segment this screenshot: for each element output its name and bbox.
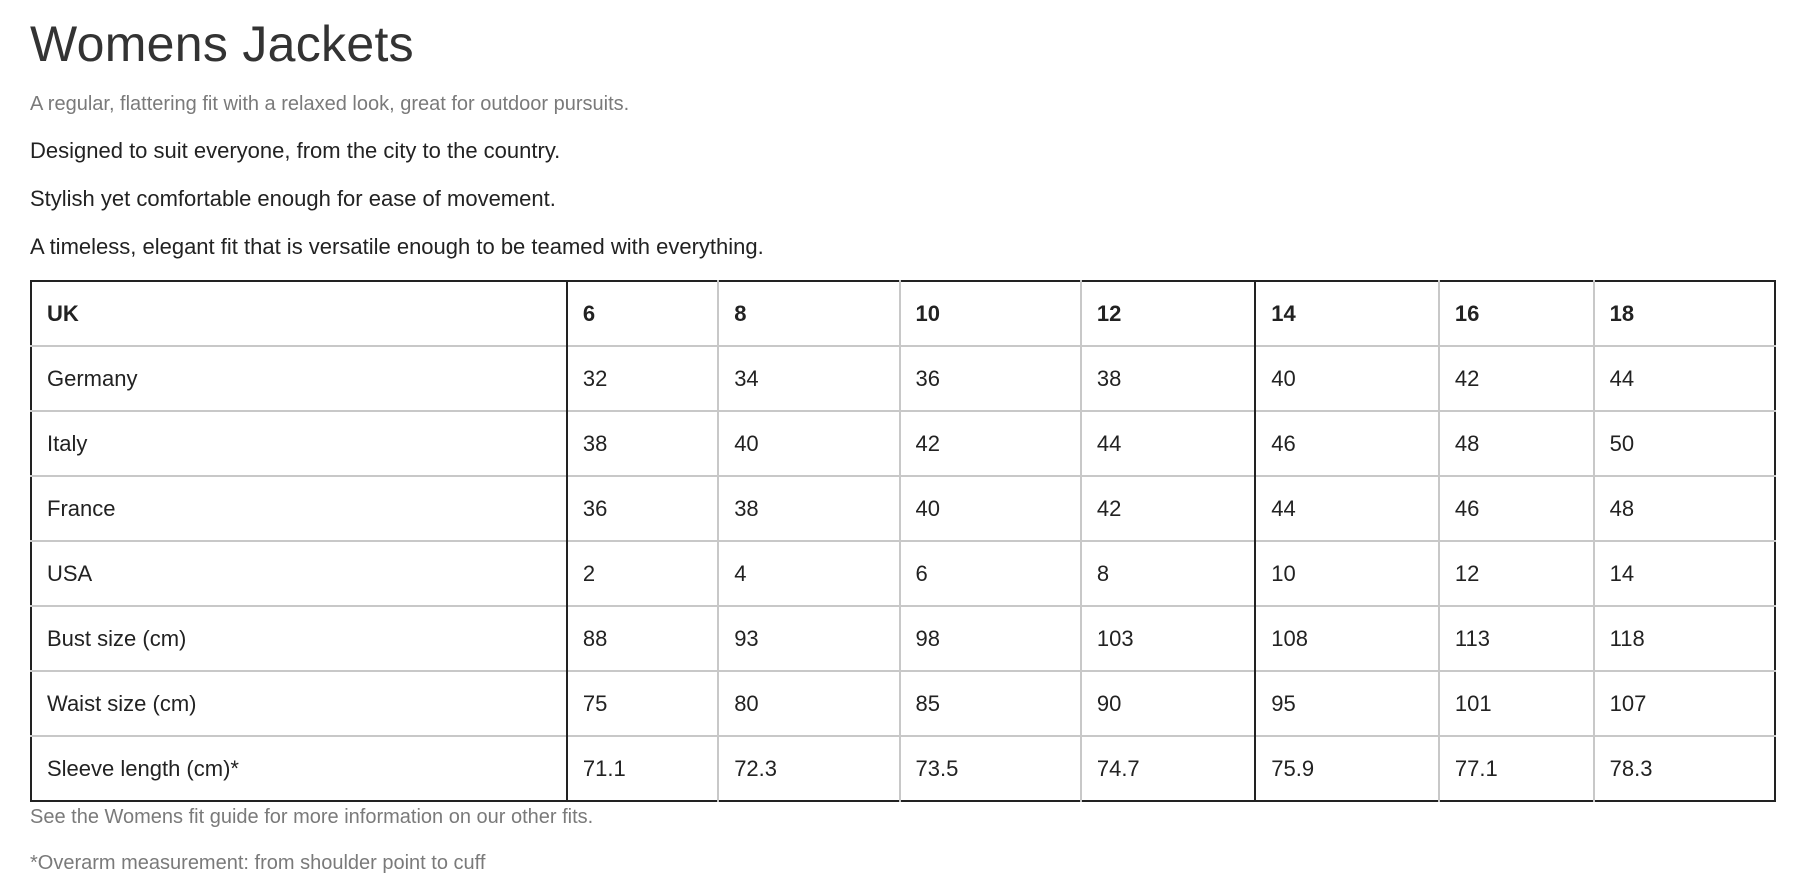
size-value-cell: 93	[718, 606, 899, 671]
header-size-cell: 16	[1439, 281, 1594, 346]
size-value-cell: 38	[718, 476, 899, 541]
size-value-cell: 88	[567, 606, 718, 671]
size-value-cell: 42	[1439, 346, 1594, 411]
table-row	[31, 671, 1775, 736]
table-row	[31, 736, 1775, 801]
size-value-cell: 34	[718, 346, 899, 411]
size-value-cell: 44	[1255, 476, 1439, 541]
size-value-cell: 12	[1439, 541, 1594, 606]
size-value-cell: 107	[1594, 671, 1775, 736]
size-value-cell: 2	[567, 541, 718, 606]
size-value-cell: 118	[1594, 606, 1775, 671]
row-label-cell: Sleeve length (cm)*	[31, 736, 567, 801]
size-value-cell: 8	[1081, 541, 1255, 606]
size-value-cell: 78.3	[1594, 736, 1775, 801]
header-size-cell: 12	[1081, 281, 1255, 346]
size-value-cell: 40	[1255, 346, 1439, 411]
size-value-cell: 42	[900, 411, 1081, 476]
page-subtitle: A regular, flattering fit with a relaxed look, great for outdoor pursuits.	[30, 93, 630, 115]
row-label-cell: Bust size (cm)	[31, 606, 567, 671]
size-value-cell: 95	[1255, 671, 1439, 736]
size-value-cell: 14	[1594, 541, 1775, 606]
size-value-cell: 90	[1081, 671, 1255, 736]
size-value-cell: 80	[718, 671, 899, 736]
size-value-cell: 48	[1594, 476, 1775, 541]
table-row	[31, 541, 1775, 606]
size-value-cell: 36	[900, 346, 1081, 411]
row-label-cell: Italy	[31, 411, 567, 476]
size-value-cell: 44	[1081, 411, 1255, 476]
row-label-cell: Germany	[31, 346, 567, 411]
table-header-row	[31, 281, 1775, 346]
header-size-cell: 14	[1255, 281, 1439, 346]
size-value-cell: 75.9	[1255, 736, 1439, 801]
size-value-cell: 50	[1594, 411, 1775, 476]
size-value-cell: 75	[567, 671, 718, 736]
size-value-cell: 103	[1081, 606, 1255, 671]
header-region-cell: UK	[47, 300, 79, 326]
header-size-cell: 8	[718, 281, 899, 346]
description-paragraph: Stylish yet comfortable enough for ease of movement.	[30, 186, 556, 211]
size-value-cell: 10	[1255, 541, 1439, 606]
table-row	[31, 606, 1775, 671]
page-title: Womens Jackets	[30, 16, 414, 72]
size-value-cell: 4	[718, 541, 899, 606]
row-label-cell: USA	[31, 541, 567, 606]
table-row	[31, 346, 1775, 411]
size-value-cell: 44	[1594, 346, 1775, 411]
size-value-cell: 36	[567, 476, 718, 541]
header-size-cell: 18	[1594, 281, 1775, 346]
size-value-cell: 101	[1439, 671, 1594, 736]
size-value-cell: 46	[1255, 411, 1439, 476]
size-chart-body	[31, 281, 1775, 801]
size-value-cell: 98	[900, 606, 1081, 671]
footnote: *Overarm measurement: from shoulder point to cuff	[30, 852, 486, 874]
size-value-cell: 71.1	[567, 736, 718, 801]
size-value-cell: 72.3	[718, 736, 899, 801]
row-label-cell: France	[31, 476, 567, 541]
description-paragraph: Designed to suit everyone, from the city to the country.	[30, 138, 561, 163]
row-label-cell: Waist size (cm)	[31, 671, 567, 736]
header-size-cell: 6	[567, 281, 718, 346]
size-value-cell: 113	[1439, 606, 1594, 671]
size-value-cell: 77.1	[1439, 736, 1594, 801]
size-value-cell: 108	[1255, 606, 1439, 671]
table-row	[31, 411, 1775, 476]
size-value-cell: 6	[900, 541, 1081, 606]
size-value-cell: 46	[1439, 476, 1594, 541]
fit-guide-note: See the Womens fit guide for more information on our other fits.	[30, 806, 594, 828]
header-size-cell: 10	[900, 281, 1081, 346]
size-value-cell: 40	[900, 476, 1081, 541]
size-value-cell: 73.5	[900, 736, 1081, 801]
size-value-cell: 38	[567, 411, 718, 476]
size-value-cell: 48	[1439, 411, 1594, 476]
table-row	[31, 476, 1775, 541]
size-value-cell: 32	[567, 346, 718, 411]
size-value-cell: 40	[718, 411, 899, 476]
size-value-cell: 85	[900, 671, 1081, 736]
size-value-cell: 42	[1081, 476, 1255, 541]
size-chart-table	[30, 280, 1776, 802]
size-value-cell: 38	[1081, 346, 1255, 411]
description-paragraph: A timeless, elegant fit that is versatile enough to be teamed with everything.	[30, 234, 764, 259]
size-value-cell: 74.7	[1081, 736, 1255, 801]
